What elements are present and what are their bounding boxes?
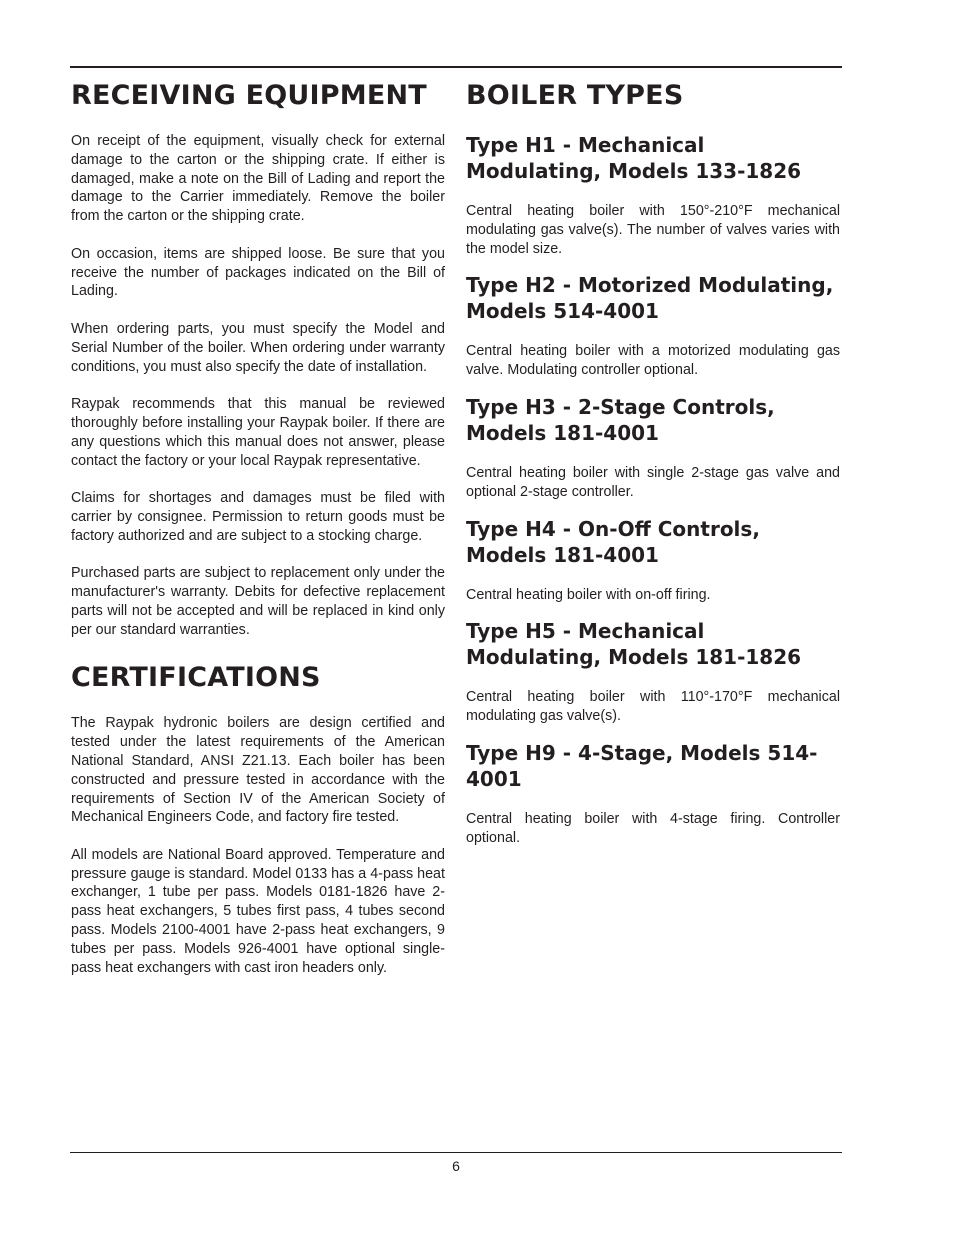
receiving-paragraph: Raypak recommends that this manual be reviewed thoroughly before installing your Raypak boiler. If there are any questions which this manual does not answer, please contact the factory or your local Raypak representative. bbox=[71, 396, 445, 469]
receiving-paragraph: Claims for shortages and damages must be filed with carrier by consignee. Permission to return goods must be factory authorized and are subject to a stocking charge. bbox=[71, 490, 445, 544]
receiving-paragraph: On occasion, items are shipped loose. Be sure that you receive the number of packages indicated on the Bill of Lading. bbox=[71, 245, 445, 300]
type-h2-description: Central heating boiler with a motorized modulating gas valve. Modulating controller optional. bbox=[466, 343, 840, 379]
type-h1-description: Central heating boiler with 150°-210°F mechanical modulating gas valve(s). The number of valves varies with the model size. bbox=[466, 203, 840, 257]
receiving-paragraph: When ordering parts, you must specify the Model and Serial Number of the boiler. When ordering under warranty conditions, you must also specify the date of installation. bbox=[71, 320, 445, 375]
bottom-rule bbox=[70, 1152, 842, 1153]
receiving-paragraph: Purchased parts are subject to replacement only under the manufacturer's warranty. Debits for defective replacement parts will not be accepted and will be replaced in kind only per our standard warranties. bbox=[71, 565, 445, 638]
type-h1-heading: Type H1 - Mechanical Modulating, Models 133-1826 bbox=[466, 133, 802, 183]
certifications-paragraph: All models are National Board approved. Temperature and pressure gauge is standard. Model 0133 has a 4-pass heat exchanger, 1 tube per pass. Models 0181-1826 have 2-pass heat exchangers, 5 tubes first pass, 4 tubes second pass. Models 2100-4001 have 2-pass heat exchangers, 9 tubes per pass. Models 926-4001 have optional single-pass heat exchangers with cast iron headers only. bbox=[71, 846, 445, 976]
type-h9-description: Central heating boiler with 4-stage firing. Controller optional. bbox=[466, 810, 840, 846]
right-column bbox=[466, 76, 840, 858]
type-h9-heading: Type H9 - 4-Stage, Models 514-4001 bbox=[466, 740, 818, 791]
receiving-equipment-heading: RECEIVING EQUIPMENT bbox=[71, 80, 427, 111]
boiler-types-heading: BOILER TYPES bbox=[466, 80, 684, 111]
type-h5-description: Central heating boiler with 110°-170°F mechanical modulating gas valve(s). bbox=[466, 689, 840, 725]
receiving-paragraph: On receipt of the equipment, visually check for external damage to the carton or the shipping crate. If either is damaged, make a note on the Bill of Lading and report the damage to the Carrier immediately. Remove the boiler from the carton or the shipping crate. bbox=[71, 133, 445, 225]
type-h4-description: Central heating boiler with on-off firing. bbox=[466, 586, 711, 603]
type-h5-heading: Type H5 - Mechanical Modulating, Models 181-1826 bbox=[466, 619, 802, 670]
type-h2-heading: Type H2 - Motorized Modulating, Models 514-4001 bbox=[466, 273, 834, 324]
type-h3-heading: Type H3 - 2-Stage Controls, Models 181-4001 bbox=[466, 394, 775, 445]
type-h4-heading: Type H4 - On-Off Controls, Models 181-4001 bbox=[466, 516, 760, 567]
certifications-heading: CERTIFICATIONS bbox=[71, 662, 321, 694]
left-column bbox=[71, 76, 445, 996]
page-number: 6 bbox=[452, 1158, 460, 1174]
certifications-paragraph: The Raypak hydronic boilers are design certified and tested under the latest requirements of the American National Standard, ANSI Z21.13. Each boiler has been constructed and pressure tested in accordance with the requirements of Section IV of the American Society of Mechanical Engineers Code, and factory fire tested. bbox=[71, 715, 445, 826]
top-rule bbox=[70, 66, 842, 68]
type-h3-description: Central heating boiler with single 2-stage gas valve and optional 2-stage controller. bbox=[466, 464, 840, 500]
